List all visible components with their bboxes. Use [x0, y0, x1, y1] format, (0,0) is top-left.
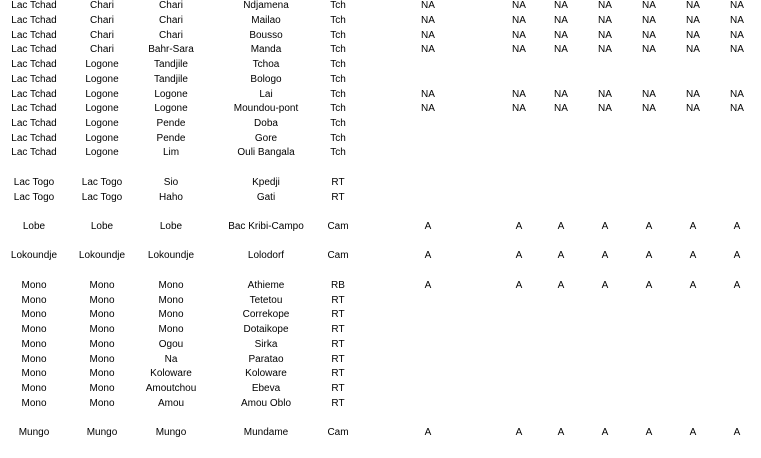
table-cell-status-7: A [733, 280, 741, 291]
table-cell-status-3: NA [554, 89, 568, 100]
table-cell-station: Ebeva [251, 383, 281, 394]
table-cell-country: Tch [330, 15, 346, 26]
table-cell-sub-basin: Lokoundje [147, 250, 195, 261]
table-cell-river: Lobe [90, 221, 114, 232]
table-cell-country: RT [331, 354, 345, 365]
table-cell-status-6: NA [686, 103, 700, 114]
table-cell-station: Manda [250, 44, 282, 55]
table-cell-country: Tch [330, 74, 346, 85]
table-cell-status-1: NA [421, 103, 435, 114]
table-cell-river: Chari [90, 0, 114, 11]
table-cell-river: Logone [85, 118, 119, 129]
table-cell-river: Logone [85, 59, 119, 70]
table-cell-basin: Lac Togo [13, 177, 55, 188]
table-cell-status-5: NA [642, 30, 656, 41]
table-cell-sub-basin: Chari [159, 15, 183, 26]
table-cell-status-4: NA [598, 103, 612, 114]
table-cell-sub-basin: Mono [158, 309, 184, 320]
table-cell-basin: Lac Togo [13, 192, 55, 203]
table-cell-country: Tch [330, 133, 346, 144]
table-cell-status-7: A [733, 221, 741, 232]
table-cell-basin: Lokoundje [10, 250, 58, 261]
table-cell-status-7: A [733, 427, 741, 438]
table-cell-basin: Lac Tchad [11, 44, 57, 55]
table-cell-country: Cam [327, 250, 349, 261]
table-cell-status-7: NA [730, 15, 744, 26]
table-cell-status-4: A [601, 427, 609, 438]
table-cell-status-7: NA [730, 30, 744, 41]
table-cell-basin: Lac Tchad [11, 133, 57, 144]
table-cell-status-4: NA [598, 0, 612, 11]
table-cell-station: Tetetou [249, 295, 283, 306]
table-cell-river: Mono [89, 368, 115, 379]
table-cell-sub-basin: Chari [159, 0, 183, 11]
table-cell-station: Ndjamena [243, 0, 289, 11]
table-cell-status-5: A [645, 250, 653, 261]
table-cell-status-3: NA [554, 103, 568, 114]
table-cell-sub-basin: Lobe [159, 221, 183, 232]
table-cell-sub-basin: Logone [154, 89, 188, 100]
table-cell-status-1: NA [421, 30, 435, 41]
table-cell-sub-basin: Koloware [150, 368, 192, 379]
table-cell-river: Chari [90, 30, 114, 41]
table-cell-status-2: NA [512, 15, 526, 26]
table-cell-status-1: NA [421, 44, 435, 55]
table-cell-status-1: A [424, 280, 432, 291]
table-cell-status-4: A [601, 250, 609, 261]
table-cell-river: Mono [89, 398, 115, 409]
table-cell-basin: Mono [21, 383, 47, 394]
table-cell-station: Dotaikope [243, 324, 289, 335]
table-cell-station: Ouli Bangala [237, 147, 295, 158]
table-cell-river: Mono [89, 309, 115, 320]
table-cell-basin: Lac Tchad [11, 59, 57, 70]
table-cell-river: Mono [89, 280, 115, 291]
table-cell-status-4: NA [598, 44, 612, 55]
table-cell-station: Gore [254, 133, 278, 144]
table-cell-basin: Lac Tchad [11, 0, 57, 11]
table-cell-status-2: A [515, 250, 523, 261]
table-cell-status-7: NA [730, 0, 744, 11]
table-cell-basin: Lac Tchad [11, 103, 57, 114]
table-cell-sub-basin: Mungo [155, 427, 187, 438]
table-cell-sub-basin: Sio [163, 177, 179, 188]
table-cell-status-1: NA [421, 0, 435, 11]
table-cell-country: Tch [330, 30, 346, 41]
table-cell-status-6: NA [686, 30, 700, 41]
table-cell-country: RT [331, 398, 345, 409]
table-cell-country: Tch [330, 44, 346, 55]
table-cell-river: Logone [85, 133, 119, 144]
table-cell-basin: Lac Tchad [11, 147, 57, 158]
table-cell-status-1: NA [421, 89, 435, 100]
table-cell-status-2: NA [512, 0, 526, 11]
table-cell-status-5: A [645, 427, 653, 438]
table-cell-basin: Mono [21, 280, 47, 291]
table-cell-status-4: NA [598, 15, 612, 26]
table-cell-station: Bologo [250, 74, 282, 85]
table-cell-status-1: A [424, 221, 432, 232]
table-cell-status-3: NA [554, 15, 568, 26]
table-cell-status-6: NA [686, 0, 700, 11]
table-cell-country: Tch [330, 103, 346, 114]
table-cell-river: Lac Togo [81, 177, 123, 188]
table-cell-station: Bac Kribi-Campo [228, 221, 304, 232]
table-cell-river: Lokoundje [78, 250, 126, 261]
table-cell-status-1: A [424, 427, 432, 438]
table-cell-river: Lac Togo [81, 192, 123, 203]
table-cell-status-6: A [689, 250, 697, 261]
table-cell-country: RT [331, 368, 345, 379]
table-cell-sub-basin: Mono [158, 295, 184, 306]
table-cell-status-1: A [424, 250, 432, 261]
table-cell-status-6: NA [686, 15, 700, 26]
table-cell-sub-basin: Amoutchou [145, 383, 197, 394]
table-cell-country: Tch [330, 118, 346, 129]
table-cell-sub-basin: Amou [157, 398, 185, 409]
table-cell-status-4: NA [598, 89, 612, 100]
table-cell-basin: Mono [21, 398, 47, 409]
table-cell-status-2: A [515, 280, 523, 291]
table-cell-status-4: NA [598, 30, 612, 41]
table-cell-status-5: NA [642, 0, 656, 11]
table-cell-status-6: NA [686, 89, 700, 100]
table-cell-station: Amou Oblo [240, 398, 292, 409]
table-cell-country: RT [331, 309, 345, 320]
table-cell-station: Gati [256, 192, 276, 203]
table-cell-status-2: NA [512, 30, 526, 41]
table-cell-status-3: NA [554, 30, 568, 41]
table-cell-status-5: NA [642, 44, 656, 55]
table-cell-country: RT [331, 324, 345, 335]
table-cell-station: Mailao [251, 15, 281, 26]
table-cell-river: Mono [89, 295, 115, 306]
table-cell-country: RB [331, 280, 345, 291]
table-cell-station: Moundou-pont [233, 103, 299, 114]
table-cell-status-2: NA [512, 44, 526, 55]
table-cell-sub-basin: Pende [156, 118, 186, 129]
table-cell-station: Paratao [248, 354, 284, 365]
table-cell-basin: Mono [21, 324, 47, 335]
table-cell-basin: Mono [21, 339, 47, 350]
table-cell-country: RT [331, 383, 345, 394]
table-cell-basin: Lac Tchad [11, 89, 57, 100]
table-cell-status-3: A [557, 250, 565, 261]
table-cell-country: RT [331, 339, 345, 350]
table-cell-basin: Lac Tchad [11, 74, 57, 85]
table-cell-sub-basin: Na [164, 354, 178, 365]
table-cell-sub-basin: Chari [159, 30, 183, 41]
table-cell-basin: Mono [21, 309, 47, 320]
table-cell-status-7: A [733, 250, 741, 261]
table-cell-basin: Lac Tchad [11, 15, 57, 26]
table-cell-basin: Mono [21, 295, 47, 306]
table-cell-sub-basin: Ogou [158, 339, 184, 350]
table-cell-river: Mono [89, 324, 115, 335]
table-cell-status-5: NA [642, 15, 656, 26]
table-cell-station: Mundame [243, 427, 289, 438]
table-cell-status-4: A [601, 221, 609, 232]
table-cell-basin: Mono [21, 368, 47, 379]
table-cell-country: Cam [327, 221, 349, 232]
table-cell-status-5: A [645, 221, 653, 232]
table-cell-station: Tchoa [252, 59, 280, 70]
table-cell-status-3: NA [554, 44, 568, 55]
table-cell-status-5: A [645, 280, 653, 291]
table-cell-sub-basin: Logone [154, 103, 188, 114]
table-cell-sub-basin: Lim [162, 147, 180, 158]
table-cell-status-6: A [689, 280, 697, 291]
table-cell-country: Tch [330, 59, 346, 70]
table-cell-basin: Mono [21, 354, 47, 365]
table-cell-sub-basin: Mono [158, 324, 184, 335]
table-cell-status-3: A [557, 427, 565, 438]
table-cell-sub-basin: Bahr-Sara [148, 44, 194, 55]
table-cell-basin: Lac Tchad [11, 30, 57, 41]
table-cell-station: Athieme [247, 280, 285, 291]
table-cell-country: Cam [327, 427, 349, 438]
table-cell-sub-basin: Pende [156, 133, 186, 144]
table-cell-river: Logone [85, 103, 119, 114]
table-cell-river: Mono [89, 339, 115, 350]
table-cell-country: RT [331, 295, 345, 306]
table-cell-status-6: A [689, 221, 697, 232]
table-cell-station: Lolodorf [247, 250, 285, 261]
table-cell-station: Lai [259, 89, 273, 100]
table-cell-status-7: NA [730, 44, 744, 55]
table-cell-sub-basin: Mono [158, 280, 184, 291]
table-cell-basin: Lobe [22, 221, 46, 232]
table-cell-sub-basin: Tandjile [154, 59, 188, 70]
table-cell-country: Tch [330, 147, 346, 158]
table-cell-status-2: NA [512, 103, 526, 114]
table-cell-river: Chari [90, 15, 114, 26]
table-cell-status-5: NA [642, 103, 656, 114]
table-cell-station: Kpedji [252, 177, 280, 188]
table-cell-status-6: NA [686, 44, 700, 55]
table-cell-country: RT [331, 177, 345, 188]
table-cell-status-3: A [557, 280, 565, 291]
table-cell-basin: Lac Tchad [11, 118, 57, 129]
table-cell-river: Logone [85, 147, 119, 158]
table-cell-river: Logone [85, 89, 119, 100]
table-cell-status-3: A [557, 221, 565, 232]
table-cell-station: Koloware [245, 368, 287, 379]
table-cell-river: Mungo [86, 427, 118, 438]
table-cell-status-4: A [601, 280, 609, 291]
table-cell-station: Sirka [254, 339, 278, 350]
table-cell-status-5: NA [642, 89, 656, 100]
table-cell-country: Tch [330, 0, 346, 11]
table-cell-country: Tch [330, 89, 346, 100]
table-cell-basin: Mungo [18, 427, 50, 438]
table-cell-sub-basin: Haho [159, 192, 183, 203]
table-cell-status-6: A [689, 427, 697, 438]
table-cell-status-1: NA [421, 15, 435, 26]
table-cell-status-7: NA [730, 89, 744, 100]
table-cell-station: Correkope [242, 309, 290, 320]
table-cell-status-7: NA [730, 103, 744, 114]
table-cell-river: Mono [89, 354, 115, 365]
table-cell-status-2: A [515, 221, 523, 232]
table-cell-country: RT [331, 192, 345, 203]
table-cell-status-3: NA [554, 0, 568, 11]
table-cell-river: Chari [90, 44, 114, 55]
table-cell-sub-basin: Tandjile [154, 74, 188, 85]
table-cell-status-2: A [515, 427, 523, 438]
table-cell-station: Doba [254, 118, 278, 129]
table-cell-river: Logone [85, 74, 119, 85]
table-cell-river: Mono [89, 383, 115, 394]
table-cell-status-2: NA [512, 89, 526, 100]
table-cell-station: Bousso [249, 30, 283, 41]
